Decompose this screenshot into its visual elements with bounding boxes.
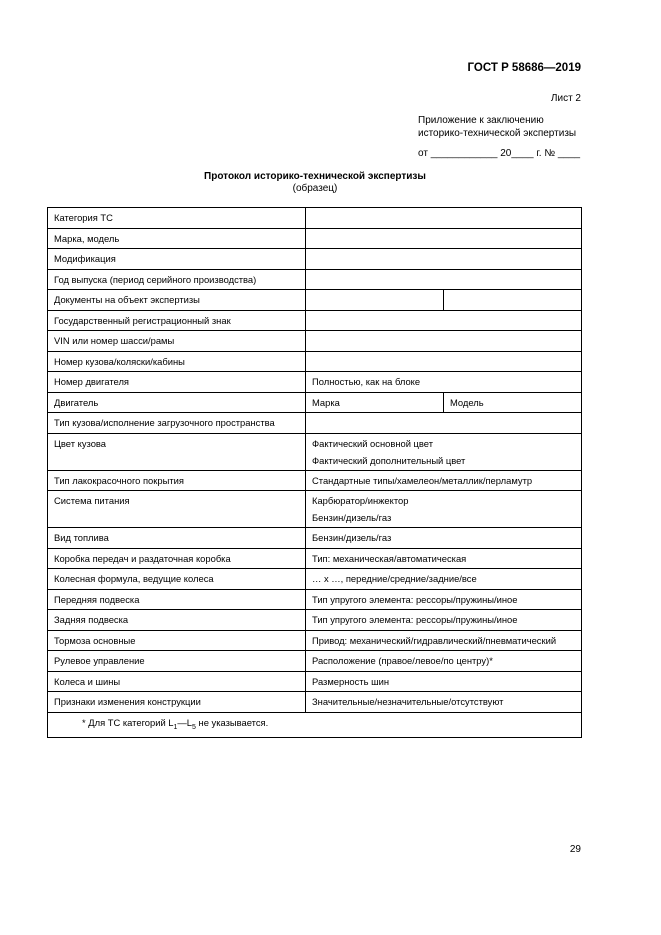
row-value-cell: Размерность шин bbox=[306, 671, 582, 692]
row-label: Двигатель bbox=[48, 392, 306, 413]
appendix-line-1: Приложение к заключению bbox=[418, 115, 544, 126]
table-row bbox=[48, 310, 582, 331]
row-label: Модификация bbox=[48, 249, 306, 270]
table-row bbox=[48, 528, 582, 549]
table-row bbox=[48, 548, 582, 569]
table-row bbox=[48, 290, 582, 311]
row-label: Передняя подвеска bbox=[48, 589, 306, 610]
table-row bbox=[48, 392, 582, 413]
row-value-cell: Тип упругого элемента: рессоры/пружины/иное bbox=[306, 610, 582, 631]
footnote-text: —L bbox=[177, 716, 193, 728]
table-row bbox=[48, 269, 582, 290]
footnote-text: не указывается. bbox=[195, 716, 269, 728]
appendix-line-2: историко-технической экспертизы bbox=[418, 128, 577, 139]
table-row bbox=[48, 470, 582, 491]
table-row bbox=[48, 671, 582, 692]
row-label: Система питания bbox=[48, 491, 306, 528]
protocol-title: Протокол историко-технической экспертизы bbox=[204, 171, 426, 182]
row-label: Задняя подвеска bbox=[48, 610, 306, 631]
table-row bbox=[48, 228, 582, 249]
row-label: Цвет кузова bbox=[48, 433, 306, 470]
row-value-cell: Марка bbox=[306, 392, 444, 413]
row-label: Коробка передач и раздаточная коробка bbox=[48, 548, 306, 569]
table-row bbox=[48, 491, 582, 528]
standard-number: ГОСТ Р 58686—2019 bbox=[467, 62, 581, 74]
row-value-line: Фактический дополнительный цвет bbox=[312, 454, 466, 466]
row-value-line: Карбюратор/инжектор bbox=[312, 495, 409, 506]
row-label: Марка, модель bbox=[48, 228, 306, 249]
footnote-sub: 1 bbox=[173, 723, 178, 731]
row-label: Тип кузова/исполнение загрузочного пространства bbox=[48, 413, 306, 434]
row-value-cell: Полностью, как на блоке bbox=[306, 372, 582, 393]
table-row bbox=[48, 413, 582, 434]
row-label: Тип лакокрасочного покрытия bbox=[48, 470, 306, 491]
row-value-cell[interactable] bbox=[306, 269, 582, 290]
row-label: Колеса и шины bbox=[48, 671, 306, 692]
table-row bbox=[48, 569, 582, 590]
row-value-cell: Значительные/незначительные/отсутствуют bbox=[306, 692, 582, 713]
table-row bbox=[48, 589, 582, 610]
footnote-text: * Для ТС категорий L bbox=[82, 716, 174, 728]
table-row bbox=[48, 208, 582, 229]
table-row bbox=[48, 610, 582, 631]
row-value-cell: Модель bbox=[444, 392, 582, 413]
row-label: Государственный регистрационный знак bbox=[48, 310, 306, 331]
footnote-sub: 5 bbox=[192, 723, 196, 731]
row-value-cell: Стандартные типы/хамелеон/металлик/перламутр bbox=[306, 470, 582, 491]
row-label: Номер двигателя bbox=[48, 372, 306, 393]
row-value-line: Бензин/дизель/газ bbox=[312, 512, 392, 523]
row-value-cell[interactable] bbox=[306, 208, 582, 229]
row-value-line: Фактический основной цвет bbox=[312, 437, 433, 449]
table-row bbox=[48, 372, 582, 393]
row-label: Рулевое управление bbox=[48, 651, 306, 672]
row-value-cell: Бензин/дизель/газ bbox=[306, 528, 582, 549]
row-label: Категория ТС bbox=[48, 208, 306, 229]
table-row bbox=[48, 249, 582, 270]
row-value-cell: Тип: механическая/автоматическая bbox=[306, 548, 582, 569]
row-value-cell: Расположение (правое/левое/по центру)* bbox=[306, 651, 582, 672]
table-row bbox=[48, 630, 582, 651]
sheet-label: Лист 2 bbox=[550, 93, 581, 104]
row-label: Документы на объект экспертизы bbox=[48, 290, 306, 311]
row-value-cell[interactable] bbox=[306, 228, 582, 249]
table-row bbox=[48, 351, 582, 372]
table-footnote-row bbox=[48, 712, 582, 737]
row-value-cell bbox=[306, 491, 582, 528]
appendix-date-number: от ____________ 20____ г. № ____ bbox=[418, 148, 581, 159]
row-value-cell[interactable] bbox=[306, 290, 444, 311]
row-value-cell: … x …, передние/средние/задние/все bbox=[306, 569, 582, 590]
row-label: Колесная формула, ведущие колеса bbox=[48, 569, 306, 590]
table-footnote bbox=[48, 712, 582, 737]
table-row bbox=[48, 692, 582, 713]
table-row bbox=[48, 651, 582, 672]
table-row bbox=[48, 331, 582, 352]
row-value-cell[interactable] bbox=[306, 331, 582, 352]
row-value-cell[interactable] bbox=[306, 351, 582, 372]
row-label: Тормоза основные bbox=[48, 630, 306, 651]
table-row bbox=[48, 433, 582, 470]
row-value-cell: Привод: механический/гидравлический/пневматический bbox=[306, 630, 582, 651]
page-number: 29 bbox=[569, 844, 581, 855]
row-value-cell[interactable] bbox=[444, 290, 582, 311]
row-value-cell[interactable] bbox=[306, 310, 582, 331]
row-label: Признаки изменения конструкции bbox=[48, 692, 306, 713]
row-label: Вид топлива bbox=[48, 528, 306, 549]
row-label: Год выпуска (период серийного производства) bbox=[48, 269, 306, 290]
row-label: VIN или номер шасси/рамы bbox=[48, 331, 306, 352]
row-value-cell[interactable] bbox=[306, 249, 582, 270]
row-value-cell: Тип упругого элемента: рессоры/пружины/иное bbox=[306, 589, 582, 610]
row-value-cell bbox=[306, 433, 582, 470]
row-value-cell[interactable] bbox=[306, 413, 582, 434]
protocol-subtitle: (образец) bbox=[292, 183, 338, 194]
row-label: Номер кузова/коляски/кабины bbox=[48, 351, 306, 372]
protocol-table bbox=[47, 207, 582, 738]
